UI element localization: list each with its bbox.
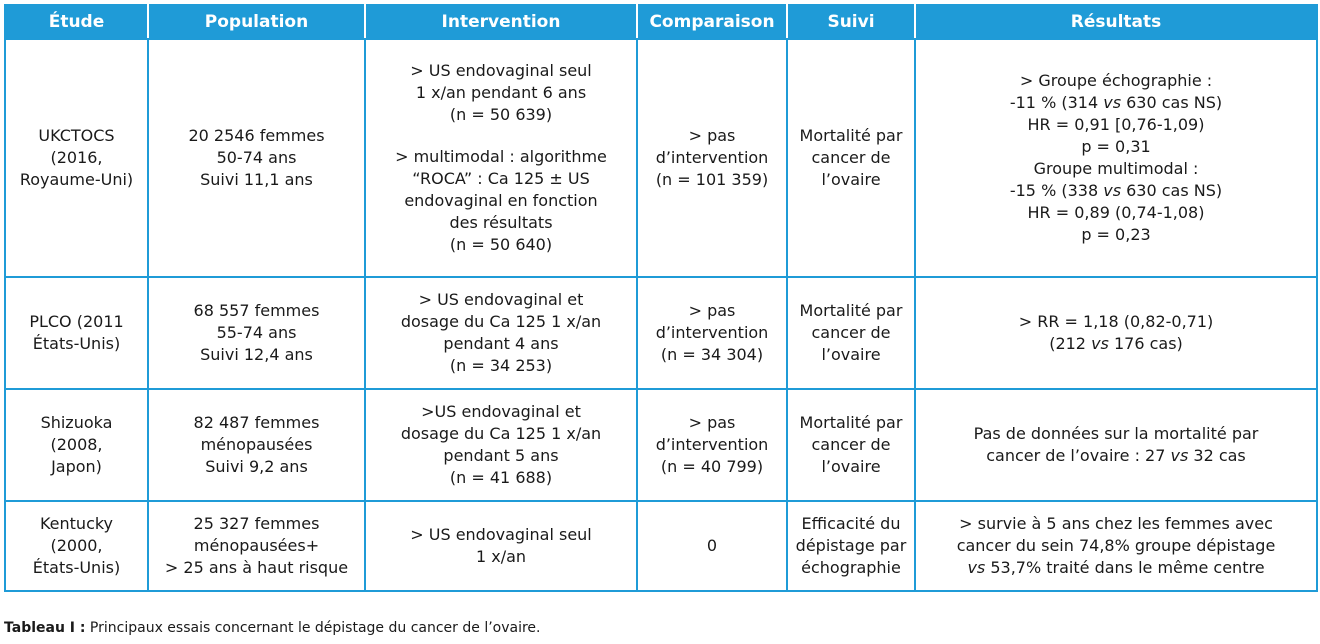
header-comparaison: Comparaison [637,5,787,39]
cell-etude: UKCTOCS (2016, Royaume-Uni) [5,39,148,277]
cell-intervention: > US endovaginal seul 1 x/an pendant 6 ans (n = 50 639) > multimodal : algorithme “ROCA” : Ca 125 ± US endovaginal en fonction des résultats (n = 50 640) [365,39,637,277]
cell-population: 68 557 femmes 55-74 ans Suivi 12,4 ans [148,277,365,389]
cell-etude: Kentucky (2000, États-Unis) [5,501,148,591]
table-row [5,39,1317,277]
header-intervention: Intervention [365,5,637,39]
cell-intervention: > US endovaginal seul 1 x/an [365,501,637,591]
cell-population: 25 327 femmes ménopausées+ > 25 ans à haut risque [148,501,365,591]
header-suivi: Suivi [787,5,915,39]
cell-suivi: Mortalité par cancer de l’ovaire [787,39,915,277]
cell-etude: PLCO (2011 États-Unis) [5,277,148,389]
trials-table [4,4,1318,592]
cell-population: 20 2546 femmes 50-74 ans Suivi 11,1 ans [148,39,365,277]
header-resultats: Résultats [915,5,1317,39]
caption-text: Principaux essais concernant le dépistage du cancer de l’ovaire. [85,620,541,636]
cell-etude: Shizuoka (2008, Japon) [5,389,148,501]
cell-suivi: Mortalité par cancer de l’ovaire [787,389,915,501]
header-etude: Étude [5,5,148,39]
cell-resultats: > survie à 5 ans chez les femmes avec cancer du sein 74,8% groupe dépistage vs 53,7% traité dans le même centre [915,501,1317,591]
cell-suivi: Mortalité par cancer de l’ovaire [787,277,915,389]
table-row [5,277,1317,389]
caption-label: Tableau I : [4,620,86,636]
cell-intervention: > US endovaginal et dosage du Ca 125 1 x/an pendant 4 ans (n = 34 253) [365,277,637,389]
table-row [5,389,1317,501]
header-population: Population [148,5,365,39]
header-row [5,5,1317,39]
cell-comparaison: > pas d’intervention (n = 40 799) [637,389,787,501]
spacer [372,126,630,146]
cell-suivi: Efficacité du dépistage par échographie [787,501,915,591]
table-row [5,501,1317,591]
cell-comparaison: > pas d’intervention (n = 34 304) [637,277,787,389]
cell-population: 82 487 femmes ménopausées Suivi 9,2 ans [148,389,365,501]
table-caption [4,620,540,636]
cell-comparaison: 0 [637,501,787,591]
cell-intervention: >US endovaginal et dosage du Ca 125 1 x/an pendant 5 ans (n = 41 688) [365,389,637,501]
cell-comparaison: > pas d’intervention (n = 101 359) [637,39,787,277]
cell-resultats: > Groupe échographie : -11 % (314 vs 630 cas NS) HR = 0,91 [0,76-1,09) p = 0,31 Groupe multimodal : -15 % (338 vs 630 cas NS) HR = 0,89 (0,74-1,08) p = 0,23 [915,39,1317,277]
cell-resultats: > RR = 1,18 (0,82-0,71) (212 vs 176 cas) [915,277,1317,389]
cell-resultats: Pas de données sur la mortalité par cancer de l’ovaire : 27 vs 32 cas [915,389,1317,501]
